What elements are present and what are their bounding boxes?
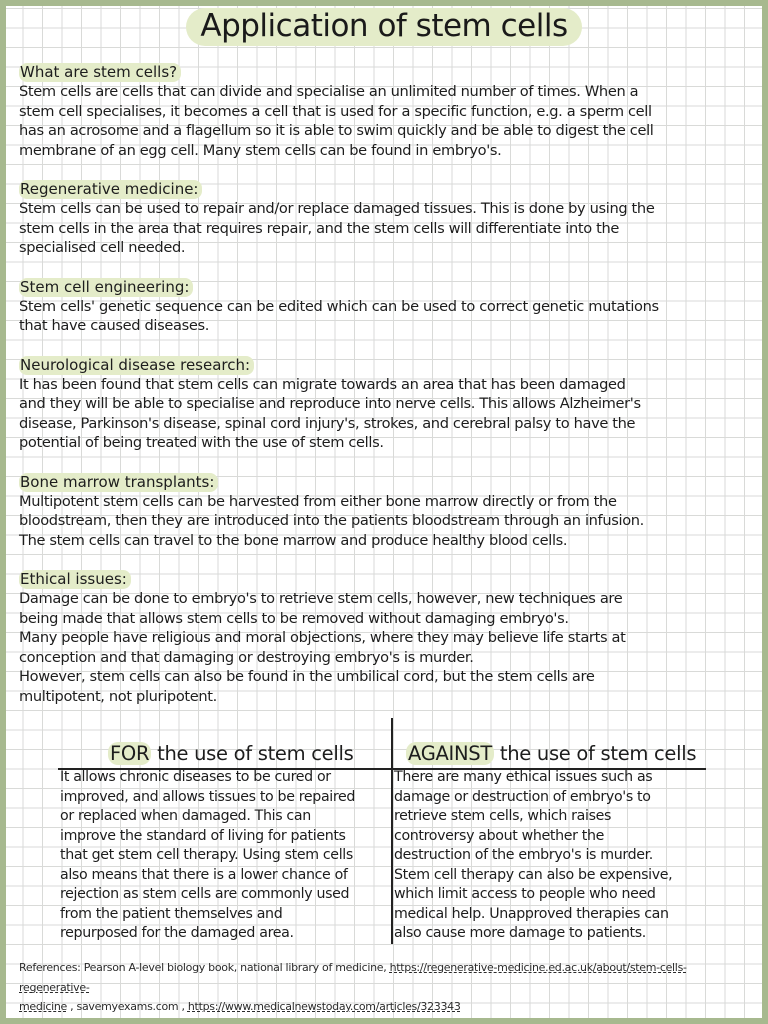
section-heading: What are stem cells?	[19, 63, 181, 82]
section-what-are-stem-cells	[19, 62, 754, 160]
page-title: Application of stem cells	[186, 8, 581, 46]
section-body: Stem cells' genetic sequence can be edited which can be used to correct genetic mutations that have caused diseases.	[19, 297, 659, 334]
for-keyword: FOR	[110, 742, 150, 765]
against-heading-rest: the use of stem cells	[493, 742, 697, 765]
for-against-table	[54, 718, 714, 946]
section-body: Stem cells can be used to repair and/or replace damaged tissues. This is done by using the stem cells in the area that requires repair, and the stem cells will differentiate into the specialised cell needed.	[19, 200, 655, 256]
for-column-body: It allows chronic diseases to be cured or improved, and allows tissues to be repaired or replaced when damaged. This can improve the standard of living for patients that get stem cell therapy. Using stem cells also means that there is a lower chance of rejection as stem cells are commonly used from the patient themselves and repurposed for the damaged area.	[60, 769, 356, 941]
section-heading: Ethical issues:	[19, 570, 131, 589]
section-body: It has been found that stem cells can migrate towards an area that has been damaged and they will be able to specialise and reproduce into nerve cells. This allows Alzheimer's disease, Parkinson's disease, spinal cord injury's, strokes, and cerebral palsy to have the potential of being treated with the use of stem cells.	[19, 375, 641, 451]
reference-link-mnt[interactable]: https://www.medicalnewstoday.com/articles/323343	[187, 1000, 461, 1013]
section-body: Damage can be done to embryo's to retrieve stem cells, however, new techniques are being made that allows stem cells to be removed without damaging embryo's. Many people have religious and moral objections, where they may believe life starts at conception and that damaging or destroying embryo's is murder. However, stem cells can also be found in the umbilical cord, but the stem cells are multipotent, not pluripotent.	[19, 590, 626, 705]
section-bone-marrow	[19, 472, 754, 551]
for-heading-rest: the use of stem cells	[151, 742, 354, 765]
against-keyword: AGAINST	[408, 742, 492, 765]
section-body: Multipotent stem cells can be harvested from either bone marrow directly or from the bloodstream, then they are introduced into the patients bloodstream through an infusion. The stem cells can travel to the bone marrow and produce healthy blood cells.	[19, 492, 644, 549]
title-wrap	[6, 8, 762, 46]
against-column-heading	[406, 742, 696, 766]
references-middle: , savemyexams.com ,	[66, 1000, 188, 1013]
section-neurological-research	[19, 355, 754, 453]
section-heading: Stem cell engineering:	[19, 278, 193, 297]
section-body: Stem cells are cells that can divide and specialise an unlimited number of times. When a stem cell specialises, it becomes a cell that is used for a specific function, e.g. a sperm cell has an acrosome and a flagellum so it is able to swim quickly and be able to digest the cell membrane of an egg cell. Many stem cells can be found in embryo's.	[19, 83, 654, 159]
notes-sheet	[6, 6, 762, 1018]
section-heading: Regenerative medicine:	[19, 180, 202, 199]
table-vertical-divider	[391, 718, 393, 944]
reference-link-edinburgh[interactable]: https://regenerative-medicine.ed.ac.uk/about/stem-cells-regenerative-	[19, 961, 687, 994]
content	[19, 62, 754, 725]
references	[19, 958, 754, 1017]
section-heading: Bone marrow transplants:	[19, 473, 218, 492]
section-regenerative-medicine	[19, 179, 754, 258]
section-heading: Neurological disease research:	[19, 356, 254, 375]
for-column-heading	[108, 742, 353, 766]
reference-link-edinburgh-cont[interactable]: medicine	[19, 1000, 67, 1013]
section-stem-cell-engineering	[19, 277, 754, 336]
section-ethical-issues	[19, 569, 754, 706]
references-prefix: References: Pearson A-level biology book, national library of medicine,	[19, 961, 390, 974]
against-column-body: There are many ethical issues such as damage or destruction of embryo's to retrieve stem cells, which raises controversy about whether the destruction of the embryo's is murder. Stem cell therapy can also be expensive, which limit access to people who need medical help. Unapproved therapies can also cause more damage to patients.	[394, 769, 673, 941]
